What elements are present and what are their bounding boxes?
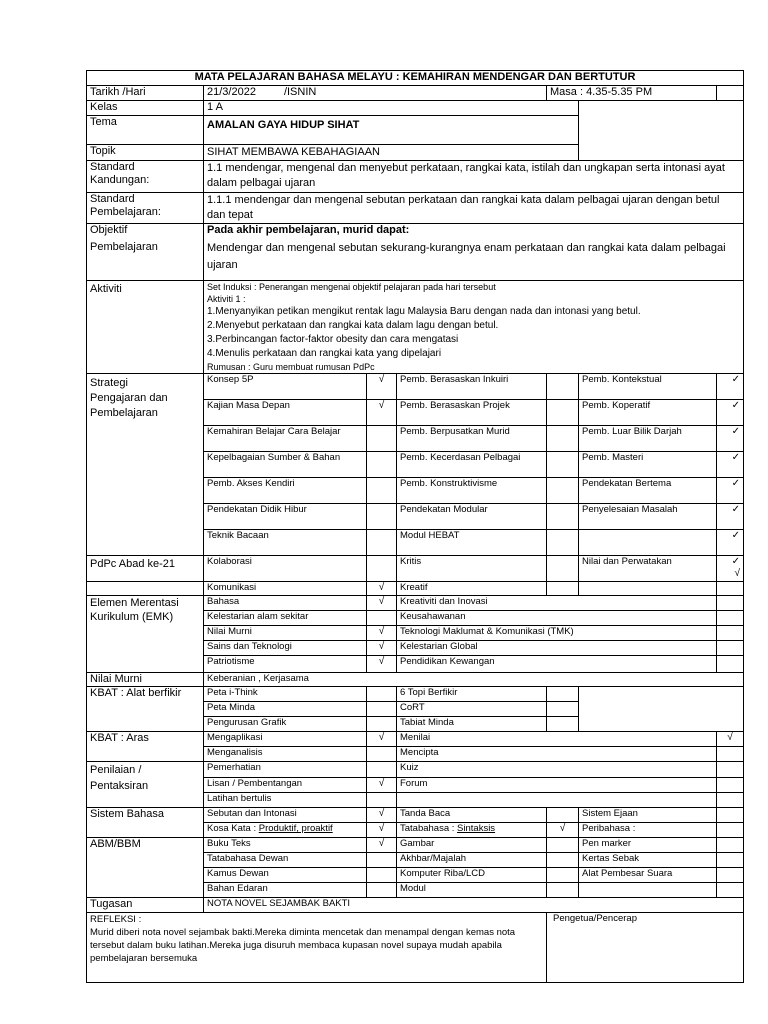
tarikh-day: /ISNIN: [283, 86, 317, 98]
topik-label: Topik: [87, 145, 204, 161]
sk-label-1: Standard: [90, 161, 135, 173]
kbat-alat-item: Tabiat Minda: [397, 717, 547, 732]
sp-label-1: Standard: [90, 193, 135, 205]
tatabahasa-label: Tatabahasa :: [400, 823, 458, 834]
abm-item: Alat Pembesar Suara: [579, 868, 717, 883]
kbat-aras-item: Menilai: [397, 732, 717, 747]
kbat-alat-label: KBAT : Alat berfikir: [87, 687, 204, 732]
tatabahasa-value: Sintaksis: [457, 823, 496, 834]
check-mark: √: [367, 838, 397, 853]
abm-item: Pen marker: [579, 838, 717, 853]
strategi-item: Kepelbagaian Sumber & Bahan: [204, 452, 367, 478]
strategi-item: Pemb. Konstruktivisme: [397, 478, 547, 504]
kbat-alat-item: Peta Minda: [204, 702, 367, 717]
penilaian-label-2: Pentaksiran: [90, 780, 149, 792]
check-mark: √: [547, 823, 579, 838]
check-mark: √: [367, 582, 397, 596]
strategi-item: Teknik Bacaan: [204, 530, 367, 556]
refleksi-box: [87, 913, 547, 983]
pdpc-item: Kolaborasi: [204, 556, 367, 582]
objektif-heading: Pada akhir pembelajaran, murid dapat:: [207, 224, 410, 236]
aktiviti-step: 1.Menyanyikan petikan mengikut rentak lagu Malaysia Baru dengan nada dan intonasi yang betul.: [207, 306, 641, 317]
sistem-item: Peribahasa :: [579, 823, 717, 838]
strategi-item: Pemb. Luar Bilik Darjah: [579, 426, 717, 452]
check-mark: √: [367, 626, 397, 641]
check-mark: √: [367, 732, 397, 747]
tema-value: AMALAN GAYA HIDUP SIHAT: [204, 116, 579, 145]
strategi-item: Pemb. Masteri: [579, 452, 717, 478]
emk-item: Teknologi Maklumat & Komunikasi (TMK): [397, 626, 717, 641]
emk-item: Bahasa: [204, 596, 367, 611]
strategi-item: Pemb. Berasaskan Projek: [397, 400, 547, 426]
tarikh-date: 21/3/2022: [207, 86, 256, 98]
aktiviti-step: 2.Menyebut perkataan dan rangkai kata dalam lagu dengan betul.: [207, 320, 499, 331]
check-mark: ✓: [717, 452, 744, 478]
abm-item: Akhbar/Majalah: [397, 853, 547, 868]
sp-label-2: Pembelajaran:: [90, 206, 161, 218]
strategi-item: Konsep 5P: [204, 374, 367, 400]
emk-label: [87, 596, 204, 673]
pdpc-item: Nilai dan Perwatakan: [579, 556, 717, 582]
sp-label: [87, 193, 204, 224]
emk-label-2: Kurikulum (EMK): [90, 611, 174, 623]
strategi-item: Pemb. Koperatif: [579, 400, 717, 426]
kbat-aras-label: KBAT : Aras: [87, 732, 204, 762]
check-mark: √: [367, 823, 397, 838]
emk-item: Sains dan Teknologi: [204, 641, 367, 656]
sistem-item: Sebutan dan Intonasi: [204, 808, 367, 823]
lesson-plan-document: [86, 70, 743, 983]
sk-value: 1.1 mendengar, mengenal dan menyebut perkataan, rangkai kata, istilah dan ungkapan serta intonasi ayat dalam pelbagai ujaran: [204, 161, 744, 193]
objektif-text: Mendengar dan mengenal sebutan sekurang-kurangnya enam perkataan dan rangkai kata dalam pelbagai ujaran: [207, 242, 726, 271]
aktiviti-value: [204, 281, 744, 374]
check-mark: √: [367, 374, 397, 400]
penilaian-item: Lisan / Pembentangan: [204, 778, 367, 793]
sistem-kosa-kata: [204, 823, 367, 838]
check-marks: [717, 556, 744, 582]
nilai-value: Keberanian , Kerjasama: [204, 673, 744, 687]
check-mark: √: [367, 400, 397, 426]
aktiviti-step: 4.Menulis perkataan dan rangkai kata yang dipelajari: [207, 348, 442, 359]
kbat-aras-item: Mengaplikasi: [204, 732, 367, 747]
strategi-item: Pemb. Berasaskan Inkuiri: [397, 374, 547, 400]
set-induksi: Set Induksi : Penerangan mengenai objektif pelajaran pada hari tersebut: [207, 282, 496, 292]
pengetua-box: [547, 913, 744, 983]
kosa-kata-value: Produktif, proaktif: [258, 823, 333, 834]
sk-label: [87, 161, 204, 193]
pdpc-item: Kreatif: [397, 582, 547, 596]
aktiviti-1-heading: Aktiviti 1 :: [207, 294, 246, 304]
tugasan-value: NOTA NOVEL SEJAMBAK BAKTI: [204, 898, 744, 913]
kbat-alat-item: 6 Topi Berfikir: [397, 687, 547, 702]
check-mark: ✓: [717, 530, 744, 556]
pengetua-label: Pengetua/Pencerap: [553, 913, 637, 924]
nilai-label: Nilai Murni: [87, 673, 204, 687]
penilaian-label: [87, 762, 204, 808]
emk-label-1: Elemen Merentasi: [90, 597, 179, 609]
objektif-label-2: Pembelajaran: [90, 241, 158, 253]
refleksi-text: Murid diberi nota novel sejambak bakti.Mereka diminta mencetak dan menampal dengan kemas nota tersebut dalam buku latihan.Mereka juga disuruh membaca kupasan novel supaya mudah apabila pembelajaran bersemuka: [90, 927, 516, 964]
check-mark: ✓: [717, 504, 744, 530]
sp-value: 1.1.1 mendengar dan mengenal sebutan perkataan dan rangkai kata dalam pelbagai ujaran dengan betul dan tepat: [204, 193, 744, 224]
kosa-kata-label: Kosa Kata :: [207, 823, 259, 834]
penilaian-label-1: Penilaian /: [90, 764, 142, 776]
aktiviti-step: 3.Perbincangan factor-faktor obesity dan cara mengatasi: [207, 334, 459, 345]
penilaian-item: Kuiz: [397, 762, 717, 778]
sistem-label: Sistem Bahasa: [87, 808, 204, 838]
strategi-item: Modul HEBAT: [397, 530, 547, 556]
abm-item: Bahan Edaran: [204, 883, 367, 898]
refleksi-label: REFLEKSI :: [90, 914, 142, 925]
kelas-value: 1 A: [204, 101, 579, 116]
sistem-tatabahasa: [397, 823, 547, 838]
document-title: MATA PELAJARAN BAHASA MELAYU : KEMAHIRAN MENDENGAR DAN BERTUTUR: [87, 71, 744, 86]
emk-item: Kelestarian Global: [397, 641, 717, 656]
sistem-item: Tanda Baca: [397, 808, 547, 823]
strategi-label-1: Strategi: [90, 377, 128, 389]
strategi-item: Pemb. Berpusatkan Murid: [397, 426, 547, 452]
lesson-plan-table: [86, 70, 744, 983]
check-mark: ✓: [731, 556, 741, 567]
strategi-item: Penyelesaian Masalah: [579, 504, 717, 530]
strategi-item: Pemb. Kecerdasan Pelbagai: [397, 452, 547, 478]
kbat-aras-item: Menganalisis: [204, 747, 367, 762]
topik-value: SIHAT MEMBAWA KEBAHAGIAAN: [204, 145, 579, 161]
strategi-item: Pemb. Akses Kendiri: [204, 478, 367, 504]
pdpc-label: PdPc Abad ke-21: [87, 556, 204, 582]
tugasan-label: Tugasan: [87, 898, 204, 913]
strategi-label-3: Pembelajaran: [90, 407, 158, 419]
emk-item: Keusahawanan: [397, 611, 717, 626]
emk-item: Patriotisme: [204, 656, 367, 673]
strategi-item: Kemahiran Belajar Cara Belajar: [204, 426, 367, 452]
objektif-label-1: Objektif: [90, 224, 128, 236]
kbat-alat-item: Peta i-Think: [204, 687, 367, 702]
sistem-item: Sistem Ejaan: [579, 808, 717, 823]
check-mark: ✓: [717, 400, 744, 426]
check-mark: ✓: [717, 478, 744, 504]
kbat-alat-item: CoRT: [397, 702, 547, 717]
abm-item: Kertas Sebak: [579, 853, 717, 868]
penilaian-item: Forum: [397, 778, 717, 793]
abm-item: Kamus Dewan: [204, 868, 367, 883]
kelas-label: Kelas: [87, 101, 204, 116]
strategi-item: Pemb. Kontekstual: [579, 374, 717, 400]
check-mark: ✓: [717, 426, 744, 452]
tema-label: Tema: [87, 116, 204, 145]
strategi-item: Pendekatan Didik Hibur: [204, 504, 367, 530]
emk-item: Kreativiti dan Inovasi: [397, 596, 717, 611]
emk-item: Nilai Murni: [204, 626, 367, 641]
kbat-alat-item: Pengurusan Grafik: [204, 717, 367, 732]
strategi-item: Pendekatan Modular: [397, 504, 547, 530]
penilaian-item: Latihan bertulis: [204, 793, 367, 808]
check-mark: √: [367, 808, 397, 823]
strategi-label-2: Pengajaran dan: [90, 392, 168, 404]
rumusan: Rumusan : Guru membuat rumusan PdPc: [207, 362, 375, 372]
emk-item: Kelestarian alam sekitar: [204, 611, 367, 626]
strategi-item: Pendekatan Bertema: [579, 478, 717, 504]
objektif-label: [87, 224, 204, 281]
strategi-item: Kajian Masa Depan: [204, 400, 367, 426]
objektif-value: [204, 224, 744, 281]
pdpc-item: Kritis: [397, 556, 547, 582]
check-mark: √: [734, 568, 741, 579]
check-mark: ✓: [717, 374, 744, 400]
abm-item: Modul: [397, 883, 547, 898]
penilaian-item: Pemerhatian: [204, 762, 367, 778]
strategi-label: [87, 374, 204, 556]
aktiviti-label: Aktiviti: [87, 281, 204, 374]
abm-label: ABM/BBM: [87, 838, 204, 898]
sk-label-2: Kandungan:: [90, 174, 150, 186]
tarikh-value: [204, 86, 547, 101]
abm-item: Buku Teks: [204, 838, 367, 853]
kbat-aras-item: Mencipta: [397, 747, 717, 762]
abm-item: Gambar: [397, 838, 547, 853]
check-mark: √: [367, 641, 397, 656]
check-mark: √: [717, 732, 744, 747]
emk-item: Pendidikan Kewangan: [397, 656, 717, 673]
masa-value: Masa : 4.35-5.35 PM: [547, 86, 717, 101]
abm-item: Komputer Riba/LCD: [397, 868, 547, 883]
abm-item: Tatabahasa Dewan: [204, 853, 367, 868]
tarikh-label: Tarikh /Hari: [87, 86, 204, 101]
pdpc-item: Komunikasi: [204, 582, 367, 596]
check-mark: √: [367, 596, 397, 611]
check-mark: √: [367, 656, 397, 673]
check-mark: √: [367, 778, 397, 793]
